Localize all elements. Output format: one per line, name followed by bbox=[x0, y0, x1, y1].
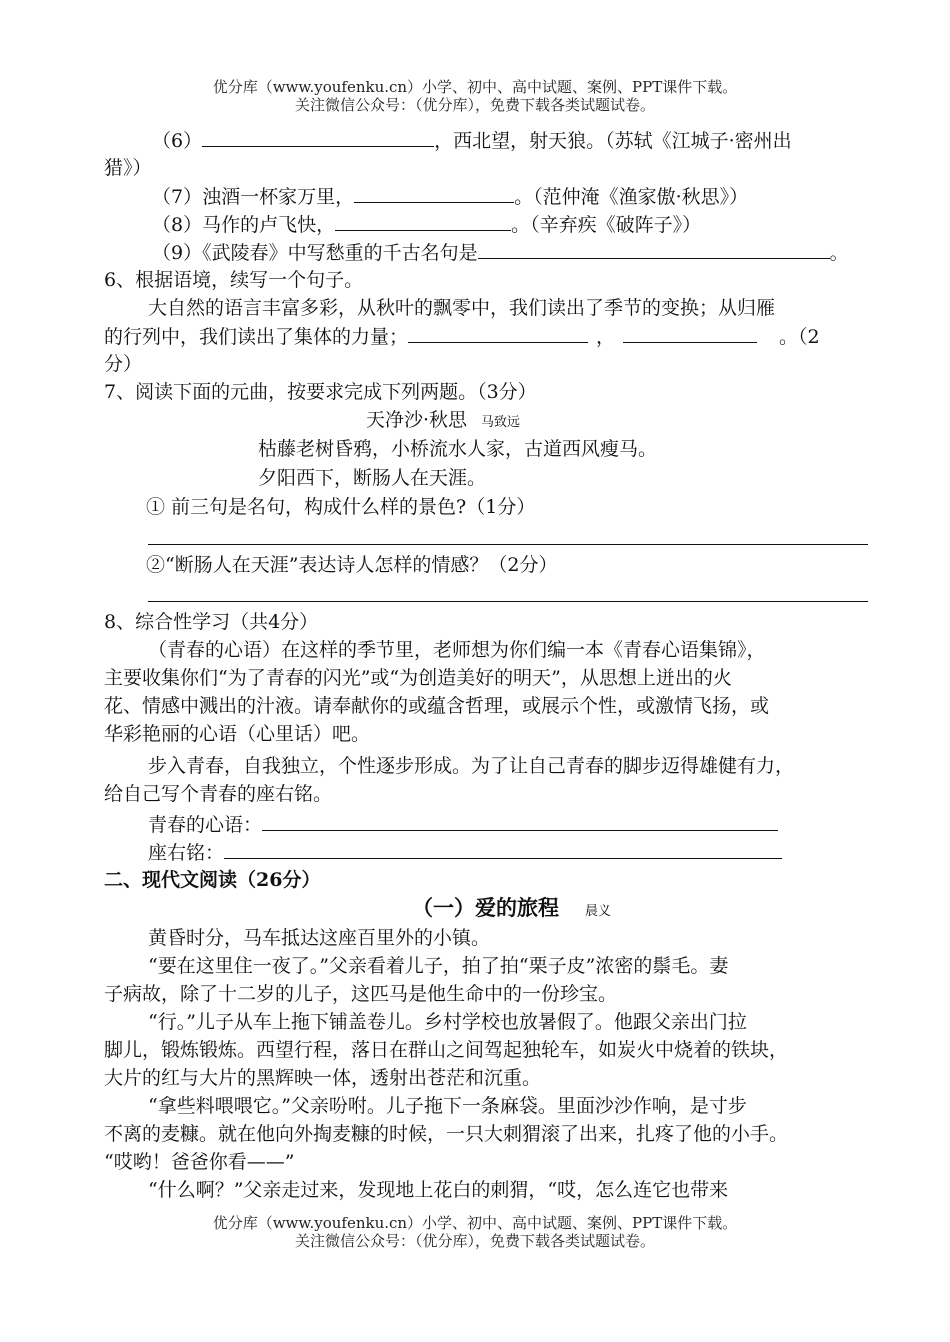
footer-line-2: 关注微信公众号：（优分库），免费下载各类试题试卷。 bbox=[294, 1232, 655, 1250]
q6-comma: ， bbox=[596, 326, 616, 348]
article-line: 子病故，除了十二岁的儿子，这匹马是他生命中的一份珍宝。 bbox=[104, 983, 618, 1005]
youth-heart-words-row bbox=[148, 810, 848, 839]
q8-para-1-line-1: （青春的心语）在这样的季节里，老师想为你们编一本《青春心语集锦》， bbox=[148, 639, 766, 661]
item-text: （7）浊酒一杯家万里， bbox=[152, 186, 355, 208]
header-line-1: 优分库（www.youfenku.cn）小学、初中、高中试题、案例、PPT课件下载。 bbox=[212, 78, 738, 96]
article-line: “什么啊？”父亲走过来，发现地上花白的刺猬，“哎，怎么连它也带来 bbox=[148, 1179, 729, 1201]
item-text: ，西北望，射天狼。（苏轼《江城子·密州出 bbox=[434, 130, 792, 152]
article-line: 黄昏时分，马车抵达这座百里外的小镇。 bbox=[148, 927, 491, 949]
poem-heading bbox=[366, 406, 666, 437]
q5-item-6-cont: 猎》） bbox=[104, 157, 152, 179]
q8-para-1-line-4: 华彩艳丽的心语（心里话）吧。 bbox=[104, 723, 371, 745]
item-tail: 。 bbox=[829, 242, 849, 264]
item-number: （6） bbox=[152, 130, 203, 152]
q5-item-8 bbox=[104, 210, 896, 239]
answer-blank[interactable] bbox=[354, 182, 514, 203]
youth-heart-words-input[interactable] bbox=[262, 810, 778, 831]
article-line: 不离的麦糠。就在他向外掏麦糠的时候，一只大刺猬滚了出来，扎疼了他的小手。 bbox=[104, 1123, 789, 1145]
article-line: 脚儿，锻炼锻炼。西望行程，落日在群山之间驾起独轮车，如炭火中烧着的铁块， bbox=[104, 1039, 789, 1061]
article-line: “要在这里住一夜了。”父亲看着儿子，拍了拍“栗子皮”浓密的鬃毛。妻 bbox=[148, 955, 729, 977]
answer-blank-1[interactable] bbox=[408, 322, 588, 343]
q8-para-1-line-3: 花、情感中溅出的汁液。请奉献你的或蕴含哲理，或展示个性，或激情飞扬，或 bbox=[104, 695, 770, 717]
youth-heart-words-label: 青春的心语： bbox=[148, 814, 263, 836]
q5-item-7 bbox=[104, 182, 896, 211]
q5-item-9 bbox=[104, 238, 896, 267]
answer-blank[interactable] bbox=[335, 210, 511, 231]
q6-title: 6、根据语境，续写一个句子。 bbox=[104, 269, 364, 291]
q8-para-1-line-2: 主要收集你们“为了青春的闪光”或“为创造美好的明天”，从思想上迸出的火 bbox=[104, 667, 732, 689]
q6-para-line-2 bbox=[104, 322, 896, 351]
q7-sub-question-2: ②“断肠人在天涯”表达诗人怎样的情感？（2分） bbox=[146, 554, 558, 576]
motto-label: 座右铭： bbox=[148, 842, 225, 864]
q8-title: 8、综合性学习（共4分） bbox=[104, 611, 319, 633]
q7-sub-question-1: ① 前三句是名句，构成什么样的景色?（1分） bbox=[146, 496, 536, 518]
poem-line-1: 枯藤老树昏鸦，小桥流水人家，古道西风瘦马。 bbox=[258, 438, 658, 460]
item-text: （8）马作的卢飞快， bbox=[152, 214, 336, 236]
answer-blank-2[interactable] bbox=[623, 322, 757, 343]
poem-line-2: 夕阳西下，断肠人在天涯。 bbox=[258, 467, 487, 489]
q5-item-6 bbox=[104, 126, 896, 155]
answer-line-q7-2[interactable] bbox=[148, 601, 868, 602]
article-title: （一）爱的旅程 bbox=[412, 896, 559, 920]
item-tail: 。（辛弃疾《破阵子》） bbox=[511, 214, 702, 236]
answer-blank[interactable] bbox=[478, 238, 830, 259]
section-2-heading: 二、现代文阅读（26分） bbox=[104, 869, 321, 891]
footer-line-1: 优分库（www.youfenku.cn）小学、初中、高中试题、案例、PPT课件下载。 bbox=[212, 1214, 738, 1232]
q8-para-2-line-1: 步入青春，自我独立，个性逐步形成。为了让自己青春的脚步迈得雄健有力， bbox=[148, 755, 795, 777]
q6-para-line-3: 分） bbox=[104, 353, 143, 375]
q6-para-line-1: 大自然的语言丰富多彩，从秋叶的飘零中，我们读出了季节的变换；从归雁 bbox=[148, 297, 776, 319]
poem-author: 马致远 bbox=[481, 415, 521, 430]
q6-tail: 。（2 bbox=[779, 326, 820, 348]
motto-input[interactable] bbox=[224, 838, 782, 859]
article-line: “拿些料喂喂它。”父亲吩咐。儿子拖下一条麻袋。里面沙沙作响，是寸步 bbox=[148, 1095, 747, 1117]
q8-para-2-line-2: 给自己写个青春的座右铭。 bbox=[104, 783, 333, 805]
answer-blank[interactable] bbox=[202, 126, 434, 147]
article-author: 晨义 bbox=[585, 904, 612, 919]
article-line: “行。”儿子从车上拖下铺盖卷儿。乡村学校也放暑假了。他跟父亲出门拉 bbox=[148, 1011, 747, 1033]
article-line: 大片的红与大片的黑辉映一体，透射出苍茫和沉重。 bbox=[104, 1067, 542, 1089]
q6-text: 的行列中，我们读出了集体的力量； bbox=[104, 326, 409, 348]
header-line-2: 关注微信公众号：（优分库），免费下载各类试题试卷。 bbox=[294, 96, 655, 114]
article-heading bbox=[412, 894, 712, 926]
q7-title: 7、阅读下面的元曲，按要求完成下列两题。（3分） bbox=[104, 381, 537, 403]
answer-line-q7-1[interactable] bbox=[148, 544, 868, 545]
item-tail: 。（范仲淹《渔家傲·秋思》） bbox=[514, 186, 749, 208]
motto-row bbox=[148, 838, 848, 867]
poem-title: 天净沙·秋思 bbox=[366, 409, 468, 431]
article-line: “哎哟！爸爸你看——” bbox=[104, 1151, 295, 1173]
item-text: （9）《武陵春》中写愁重的千古名句是 bbox=[152, 242, 478, 264]
